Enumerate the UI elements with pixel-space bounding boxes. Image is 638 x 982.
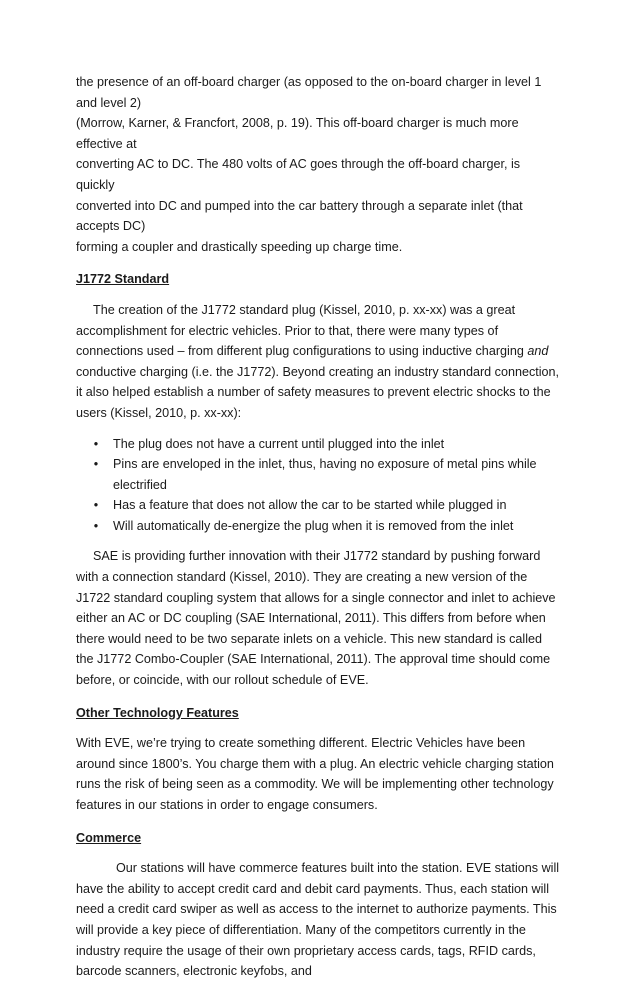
j1772-paragraph-1-part-a: The creation of the J1772 standard plug (Kissel, 2010, p. xx-xx) was a great accomplishment for electric vehicles. Prior to that, there were many types of connections used – from different plug configurations to using inductive charging bbox=[76, 302, 528, 359]
list-item bbox=[76, 454, 562, 495]
other-technology-paragraph: With EVE, we’re trying to create something different. Electric Vehicles have been around since 1800’s. You charge them with a plug. An electric vehicle charging station runs the risk of being seen as a commodity. We will be implementing other technology features in our stations in order to engage consumers. bbox=[76, 736, 554, 812]
intro-paragraph bbox=[76, 72, 562, 257]
j1772-paragraph-1-emphasis: and bbox=[527, 344, 549, 359]
list-item-text: Will automatically de-energize the plug when it is removed from the inlet bbox=[113, 518, 514, 533]
commerce-paragraph: Our stations will have commerce features built into the station. EVE stations will have the ability to accept credit card and debit card payments. Thus, each station will need a credit card swiper as well as access to the internet to authorize payments. This will provide a key piece of differentiation. Many of the competitors currently in the industry require the usage of their own proprietary access cards, tags, RFID cards, barcode scanners, electronic keyfobs, and bbox=[76, 861, 560, 979]
intro-line-4: converted into DC and pumped into the car battery through a separate inlet (that accepts DC) bbox=[76, 198, 523, 234]
intro-line-2: (Morrow, Karner, & Francfort, 2008, p. 19). This off-board charger is much more effective at bbox=[76, 116, 519, 151]
bullet-dot-icon: • bbox=[93, 436, 99, 451]
bullet-dot-icon: • bbox=[93, 518, 99, 533]
intro-line-3: converting AC to DC. The 480 volts of AC goes through the off-board charger, is quickly bbox=[76, 157, 521, 192]
j1772-paragraph-1 bbox=[76, 300, 562, 424]
intro-line-5: forming a coupler and drastically speeding up charge time. bbox=[76, 239, 403, 254]
section-heading-other-technology: Other Technology Features bbox=[76, 705, 239, 720]
list-item bbox=[76, 495, 562, 516]
section-heading-j1772: J1772 Standard bbox=[76, 272, 170, 287]
list-item-text: Has a feature that does not allow the car to be started while plugged in bbox=[113, 498, 507, 513]
bullet-dot-icon: • bbox=[93, 457, 99, 472]
j1772-paragraph-1-part-b: conductive charging (i.e. the J1772). Beyond creating an industry standard connection, it also helped establish a number of safety measures to prevent electric shocks to the users (Kissel, 2010, p. xx-xx): bbox=[76, 364, 560, 420]
safety-measures-list bbox=[76, 434, 562, 537]
intro-line-1: the presence of an off-board charger (as opposed to the on-board charger in level 1 and level 2) bbox=[76, 75, 542, 110]
list-item bbox=[76, 434, 562, 455]
list-item bbox=[76, 516, 562, 537]
list-item-text: The plug does not have a current until plugged into the inlet bbox=[113, 436, 445, 451]
bullet-dot-icon: • bbox=[93, 498, 99, 513]
section-heading-commerce: Commerce bbox=[76, 830, 142, 845]
list-item-text: Pins are enveloped in the inlet, thus, having no exposure of metal pins while electrified bbox=[113, 457, 537, 492]
j1772-paragraph-2: SAE is providing further innovation with their J1772 standard by pushing forward with a connection standard (Kissel, 2010). They are creating a new version of the J1722 standard coupling system that allows for a single connector and inlet to achieve either an AC or DC coupling (SAE International, 2011). This differs from before when there would need to be two separate inlets on a vehicle. This new standard is called the J1772 Combo-Coupler (SAE International, 2011). The approval time should come before, or coincide, with our rollout schedule of EVE. bbox=[76, 549, 556, 688]
